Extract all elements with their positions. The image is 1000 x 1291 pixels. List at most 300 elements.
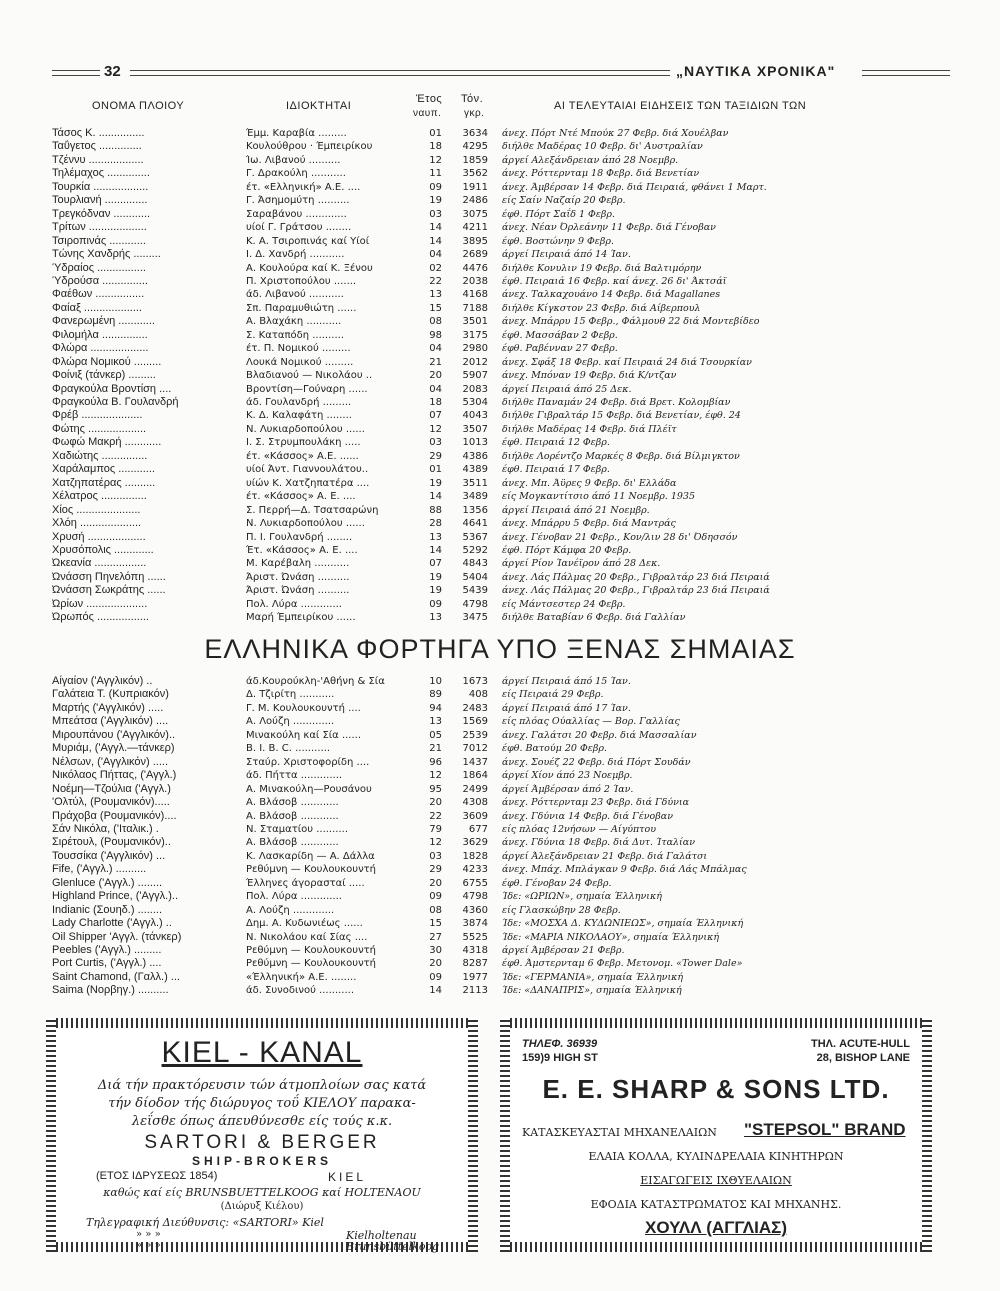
ship-name: Ύδραίος ................ <box>52 261 146 274</box>
ship-tons: 3609 <box>462 810 488 822</box>
ship-year: 03 <box>429 208 442 220</box>
ship-year: 14 <box>429 222 442 234</box>
ad-kiel-company: SARTORI & BERGER <box>144 1132 380 1153</box>
ship-tons: 1437 <box>462 756 488 768</box>
ship-name: Γαλάτεια Τ. (Κυπριακόν) <box>52 688 169 701</box>
ship-name: Saima (Νορβηγ.) .......... <box>52 984 169 997</box>
ship-tons: 4389 <box>462 464 488 476</box>
ship-name: Saint Chamond, (Γαλλ.) ... <box>52 970 180 983</box>
ad-sharp-address-left: 159)9 HIGH ST <box>522 1052 598 1064</box>
ship-year: 09 <box>429 891 442 903</box>
ad-kiel-line3: λεΐσθε όπως άπευθύνεσθε είς τούς κ.κ. <box>131 1114 393 1129</box>
ship-tons: 1859 <box>462 154 488 166</box>
ship-year: 08 <box>429 904 442 916</box>
ship-owner: Κ. Λασκαρίδη — Α. Δάλλα <box>246 850 375 862</box>
ship-news: έφθ. Πόρτ Σαΐδ 1 Φεβρ. <box>502 208 616 220</box>
ship-name: Glenluce ('Αγγλ.) ........ <box>52 876 163 889</box>
ship-news: έφθ. Πειραιά 17 Φεβρ. <box>502 464 610 476</box>
ship-name: Ώρωπός ................. <box>52 611 149 624</box>
ship-year: 13 <box>429 289 442 301</box>
ship-tons: 5439 <box>462 585 488 597</box>
ship-name: Φλώρα Νομικού ......... <box>52 355 162 368</box>
ship-owner: Γ. Άσημομύτη .......... <box>246 195 350 207</box>
ship-owner: έτ. «Κάσσος» Α. Ε. .... <box>246 491 356 503</box>
ship-year: 29 <box>429 864 442 876</box>
ship-news: διήλθε Βαταβίαν 6 Φεβρ. διά Γαλλίαν <box>502 612 686 624</box>
ship-news: Ίδε: «ΜΑΡΙΑ ΝΙΚΟΛΑΟΥ», σημαία Έλληνική <box>502 931 720 943</box>
ship-year: 07 <box>429 410 442 422</box>
ad-sharp-address-right: 28, BISHOP LANE <box>816 1052 910 1064</box>
ship-owner: Α. Βλάσοβ ............ <box>246 837 339 849</box>
ship-news: άνεχ. Μπ. Άϋρες 9 Φεβρ. δι' Ελλάδα <box>502 477 677 489</box>
ship-year: 10 <box>429 676 442 687</box>
ad-kiel-ditto-2: » » » <box>136 1240 161 1251</box>
ship-news: άνεχ. Γαλάτσι 20 Φεβρ. διά Μασσαλίαν <box>502 729 697 741</box>
ship-news: είς Μάντσεστερ 24 Φεβρ. <box>502 598 626 610</box>
ship-name: Ώκεανία ................. <box>52 557 147 570</box>
ship-tons: 1356 <box>462 504 488 516</box>
ship-name: Port Curtis, ('Αγγλ.) .... <box>52 957 162 970</box>
ship-name: Τηλέμαχος .............. <box>52 167 150 180</box>
ad-sharp-line2: ΕΛΑΙΑ ΚΟΛΛΑ, ΚΥΛΙΝΔΡΕΛΑΙΑ ΚΙΝΗΤΗΡΩΝ <box>588 1150 844 1163</box>
ship-year: 12 <box>429 154 442 166</box>
ship-year: 18 <box>429 141 442 153</box>
ship-year: 28 <box>429 518 442 530</box>
ship-owner: έτ. «Ελληνική» Α.Ε. .... <box>246 181 361 193</box>
ship-tons: 4386 <box>462 450 488 462</box>
ship-year: 12 <box>429 423 442 435</box>
ad-kiel-tel3: Brunsbüttelkoog <box>346 1240 440 1253</box>
column-head-news: ΑΙ ΤΕΛΕΥΤΑΙΑΙ ΕΙΔΗΣΕΙΣ ΤΩΝ ΤΑΞΙΔΙΩΝ ΤΩΝ <box>554 100 807 112</box>
ship-owner: Κ. Α. Τσιροπινάς καί Υίοί <box>246 235 370 247</box>
ship-tons: 4843 <box>462 558 488 570</box>
ship-name: Φραγκούλα Βροντίση .... <box>52 382 172 395</box>
ship-name: Νικόλαος Πήττας, ('Αγγλ.) <box>52 769 177 782</box>
ship-news: Ίδε: «ΜΟΣΧΑ Δ. ΚΥΔΩΝΙΕΩΣ», σημαία Έλληνική <box>502 918 744 930</box>
ad-border-left <box>500 1018 510 1252</box>
ship-tons: 4168 <box>462 289 488 301</box>
ship-name: Φαέθων ................ <box>52 288 145 301</box>
ship-owner: Ν. Λυκιαρδοπούλου ...... <box>246 518 365 530</box>
ship-tons: 5525 <box>462 931 488 943</box>
ship-tons: 3562 <box>462 168 488 180</box>
ship-name: Ώνάσση Σωκράτης ...... <box>52 584 166 597</box>
ship-owner: Β. Ι. Β. C. ........... <box>246 743 331 755</box>
ship-name: Τάσος Κ. ............... <box>52 127 145 139</box>
ship-tons: 1828 <box>462 850 488 862</box>
ship-owner: Δημ. Α. Κυδωνιέως ...... <box>246 918 363 930</box>
ship-year: 21 <box>429 356 442 368</box>
ship-owner: Ι. Σ. Στρυμπουλάκη ..... <box>246 437 361 449</box>
ship-tons: 5404 <box>462 571 488 583</box>
ship-owner: Άριστ. Ώνάση .......... <box>246 585 350 597</box>
ship-tons: 3489 <box>462 491 488 503</box>
ship-tons: 8287 <box>462 958 488 970</box>
ship-year: 96 <box>429 756 442 768</box>
ship-name: Τουρκία .................. <box>52 180 149 193</box>
ship-news: έφθ. Ραβένναν 27 Φεβρ. <box>502 343 618 355</box>
ship-owner: υίών Κ. Χατζηπατέρα .... <box>246 477 370 489</box>
ship-news: άνεχ. Μπάχ. Μπλάγκαν 9 Φεβρ. διά Λάς Μπάλμας <box>502 864 747 876</box>
ship-year: 05 <box>429 729 442 741</box>
ship-tons: 2980 <box>462 343 488 355</box>
ship-tons: 2483 <box>462 702 488 714</box>
ship-year: 29 <box>429 450 442 462</box>
ship-year: 14 <box>429 985 442 997</box>
ship-news: άνεχ. Γδύνια 14 Φεβρ. διά Γένοβαν <box>502 810 673 822</box>
ship-tons: 1911 <box>462 181 488 193</box>
ship-news: διήλθε Μαδέρας 10 Φεβρ. δι' Αυστραλίαν <box>502 141 703 153</box>
ship-year: 22 <box>429 275 442 287</box>
ship-owner: Ρεθύμνη — Κουλουκουντή <box>246 945 377 956</box>
ship-owner: Δ. Τζιρίτη ........... <box>246 689 335 701</box>
ship-tons: 3629 <box>462 837 488 849</box>
ad-sharp-and-sons <box>500 1018 932 1252</box>
ad-kiel-title: KIEL - KANAL <box>161 1036 363 1069</box>
ship-tons: 3501 <box>462 316 488 328</box>
ship-news: έφθ. Βατούμ 20 Φεβρ. <box>502 743 607 755</box>
ship-year: 79 <box>429 823 442 835</box>
ship-owner: άδ. Λιβανού ........... <box>246 289 344 301</box>
ship-owner: Γ. Δρακούλη ........... <box>246 168 346 180</box>
ship-news: έφθ. Πειραιά 12 Φεβρ. <box>502 437 610 449</box>
ship-news: άνεχ. Άμβέρσαν 14 Φεβρ. διά Πειραιά, φθάνει 1 Μαρτ. <box>502 181 767 193</box>
ship-year: 20 <box>429 797 442 809</box>
ship-news: άνεχ. Λάς Πάλμας 20 Φεβρ., Γιβραλτάρ 23 διά Πειραιά <box>502 585 770 597</box>
ship-year: 95 <box>429 783 442 795</box>
ship-name: Χλόη .................... <box>52 517 142 530</box>
ship-owner: Μαρή Έμπειρίκου ...... <box>246 612 356 624</box>
ship-news: άργεί Ρίον Ίανέϊρον άπό 28 Δεκ. <box>502 558 661 570</box>
ship-name: Τουσσίκα ('Αγγλικόν) ... <box>52 849 166 862</box>
ship-tons: 4308 <box>462 797 488 809</box>
ship-year: 09 <box>429 181 442 193</box>
ship-tons: 1013 <box>462 437 488 449</box>
ship-year: 13 <box>429 531 442 543</box>
ship-news: διήλθε Παναμάν 24 Φεβρ. διά Βρετ. Κολομβίαν <box>502 397 731 408</box>
ship-name: Μαρτής ('Αγγλικόν) ..... <box>52 701 164 714</box>
ship-news: διήλθε Κονυλιν 19 Φεβρ. διά Βαλτιμόρην <box>502 262 702 274</box>
ship-tons: 2689 <box>462 249 488 261</box>
ship-year: 03 <box>429 437 442 449</box>
ship-tons: 1864 <box>462 770 488 782</box>
ship-news: άνεχ. Νέαν Όρλεάνην 11 Φεβρ. διά Γένοβαν <box>502 222 716 234</box>
ship-owner: έτ. Π. Νομικού ......... <box>246 343 351 355</box>
ship-owner: Ν. Νικολάου καί Σίας .... <box>246 931 368 943</box>
ship-news: έφθ. Άμστερνταμ 6 Φεβρ. Μετονομ. «Tower Dale» <box>502 958 743 970</box>
ship-year: 11 <box>429 168 442 180</box>
ship-tons: 5292 <box>462 544 488 556</box>
ad-border-top <box>46 1018 478 1028</box>
ship-year: 04 <box>429 343 442 355</box>
ship-name: Χαδιώτης ............... <box>52 449 148 462</box>
ship-owner: Π. Χριστοπούλου ....... <box>246 275 357 287</box>
ship-name: Φοίνιξ (τάνκερ) ......... <box>52 369 156 382</box>
ship-tons: 2539 <box>462 729 488 741</box>
ship-year: 15 <box>429 302 442 314</box>
ship-news: Ίδε: «ΩΡΙΩΝ», σημαία Έλληνική <box>502 891 662 903</box>
ship-tons: 3511 <box>462 477 488 489</box>
ship-owner: Μ. Καρέβαλη ........... <box>246 558 350 570</box>
running-title: „ΝΑΥΤΙΚΑ ΧΡΟΝΙΚΑ" <box>676 63 836 79</box>
ship-news: άργεί Πειραιά άπό 15 Ίαν. <box>502 676 631 687</box>
ship-name: Σάν Νικόλα, ('Ιταλικ.) . <box>52 822 159 835</box>
ship-news: Ίδε: «ΔΑΝΑΠΡΙΣ», σημαία Έλληνική <box>502 985 682 997</box>
ship-tons: 1977 <box>462 971 488 983</box>
ship-owner: Σταύρ. Χριστοφορίδη .... <box>246 756 370 768</box>
section-title: ΕΛΛΗΝΙΚΑ ΦΟΡΤΗΓΑ ΥΠΟ ΞΕΝΑΣ ΣΗΜΑΙΑΣ <box>204 634 796 664</box>
ship-name: Ώνάσση Πηνελόπη ...... <box>52 570 166 583</box>
ship-news: άργεί Άλεξάνδρειαν 21 Φεβρ. διά Γαλάτσι <box>502 850 708 862</box>
column-head-year-sub: ναυπ. <box>413 108 442 119</box>
ship-owner: Βλαδιανού — Νικολάου .. <box>246 370 373 382</box>
ship-year: 14 <box>429 235 442 247</box>
column-head-name: ΟΝΟΜΑ ΠΛΟΙΟΥ <box>92 100 185 112</box>
ship-news: διήλθε Μαδέρας 14 Φεβρ. διά Πλέϊτ <box>502 423 677 435</box>
ship-owner: Ν. Λυκιαρδοπούλου ...... <box>246 423 365 435</box>
ship-tons: 4295 <box>462 141 488 153</box>
ad-border-top <box>500 1018 932 1028</box>
ship-news: άνεχ. Πόρτ Ντέ Μπούκ 27 Φεβρ. διά Χουέλβαν <box>502 128 729 139</box>
ship-news: είς Μογκαντίτσιο άπό 11 Νοεμβρ. 1935 <box>502 491 695 503</box>
ad-sharp-phone: ΤΗΛΕΦ. 36939 <box>522 1038 598 1050</box>
ship-name: Τσιροπινάς ............ <box>52 234 146 247</box>
ad-kiel-branches: καθώς καί είς BRUNSBUETTELKOOG καί HOLTENAOU <box>103 1186 421 1199</box>
ship-news: άνεχ. Ρόττερνταμ 18 Φεβρ. διά Βενετίαν <box>502 168 700 180</box>
ship-news: έφθ. Πόρτ Κάμφα 20 Φεβρ. <box>502 544 632 556</box>
ship-tons: 2038 <box>462 275 488 287</box>
ship-year: 09 <box>429 598 442 610</box>
ad-sharp-line3: ΕΙΣΑΓΩΓΕΙΣ ΙΧΘΥΕΛΑΙΩΝ <box>640 1174 792 1187</box>
ship-year: 04 <box>429 383 442 395</box>
ship-name: Νέλσων, ('Αγγλικόν) ..... <box>52 755 168 768</box>
ship-owner: άδ. Γουλανδρή ......... <box>246 397 352 408</box>
column-head-owners: ΙΔΙΟΚΤΗΤΑΙ <box>286 100 352 112</box>
ship-tons: 3507 <box>462 423 488 435</box>
ship-name: Φώτης ................... <box>52 422 147 435</box>
ship-owner: Έτ. «Κάσσος» Α. Ε. .... <box>246 544 358 556</box>
ship-year: 30 <box>429 945 442 956</box>
ship-news: άργεί Πειραιά άπό 14 Ίαν. <box>502 249 631 261</box>
ad-kiel-line1: Διά τήν πρακτόρευσιν τών άτμοπλοίων σας κατά <box>97 1078 427 1093</box>
ship-name: Peebles ('Αγγλ.) ......... <box>52 944 162 956</box>
ship-tons: 2499 <box>462 783 488 795</box>
ship-name: Φραγκούλα Β. Γουλανδρή <box>52 396 179 408</box>
ship-owner: Α. Βλάσοβ ............ <box>246 810 339 822</box>
header-rule-middle <box>130 70 670 76</box>
ship-owner: έτ. «Κάσσος» Α.Ε. ...... <box>246 450 359 462</box>
ship-news: Ίδε: «ΓΕΡΜΑΝΙΑ», σημαία Έλληνική <box>502 971 684 983</box>
ship-year: 14 <box>429 544 442 556</box>
ship-year: 13 <box>429 716 442 728</box>
ship-owner: Ι. Δ. Χανδρή ........... <box>246 249 345 261</box>
ship-news: άνεχ. Σφάξ 18 Φεβρ. καί Πειραιά 24 διά Τσουρκίαν <box>502 356 752 368</box>
ship-name: Indianic (Σουηδ.) ........ <box>52 903 163 916</box>
ad-border-bottom <box>500 1242 932 1252</box>
ship-tons: 1673 <box>462 676 488 687</box>
ship-owner: υίοί Γ. Γράτσου ........ <box>246 222 352 234</box>
ship-year: 03 <box>429 850 442 862</box>
ship-news: άνεχ. Γδύνια 18 Φεβρ. διά Δυτ. Ίταλίαν <box>502 837 695 849</box>
ship-tons: 3634 <box>462 128 488 139</box>
ship-name: Χέλατρος ............... <box>52 490 147 503</box>
ad-kiel-telegraph: Τηλεγραφική Διεύθυνσις: «SARTORI» Kiel <box>86 1216 324 1229</box>
ship-owner: «Έλληνική» Α.Ε. ........ <box>246 971 357 983</box>
ship-year: 20 <box>429 370 442 382</box>
ship-year: 27 <box>429 931 442 943</box>
ship-name: Ταΰγετος .............. <box>52 140 142 153</box>
ship-name: Τρίτων ................... <box>52 221 147 234</box>
ship-owner: Ρεθύμνη — Κουλουκουντή <box>246 864 377 876</box>
ship-news: άργεί Άμβέρσαν 21 Φεβρ. <box>502 945 625 956</box>
ship-name: Ώρίων .................... <box>52 597 148 610</box>
ship-year: 22 <box>429 810 442 822</box>
ship-news: άργεί Πειραιά άπό 17 Ίαν. <box>502 702 631 714</box>
ship-year: 20 <box>429 877 442 889</box>
ship-owner: Άριστ. Ώνάση .......... <box>246 571 350 583</box>
ship-year: 18 <box>429 397 442 408</box>
ship-owner: Λουκά Νομικού ......... <box>246 356 354 368</box>
ship-tons: 2486 <box>462 195 488 207</box>
ship-name: Χίος ..................... <box>52 503 141 516</box>
ship-owner: Σ. Καταπόδη .......... <box>246 329 344 341</box>
ship-name: Χρυσόπολις ............. <box>52 543 154 556</box>
ship-owner: Έλληνες άγορασταί ..... <box>246 877 365 889</box>
ship-tons: 2083 <box>462 383 488 395</box>
ship-tons: 4476 <box>462 262 488 274</box>
ship-news: άργεί Άμβέρσαν άπό 2 Ίαν. <box>502 783 634 795</box>
ship-news: έφθ. Βοστώνην 9 Φεβρ. <box>502 235 615 247</box>
ship-name: Φρέβ .................... <box>52 409 143 422</box>
ad-sharp-line4: ΕΦΟΔΙΑ ΚΑΤΑΣΤΡΩΜΑΤΟΣ ΚΑΙ ΜΗΧΑΝΗΣ. <box>590 1198 842 1211</box>
ship-news: άργεί Χίον άπό 23 Νοεμβρ. <box>502 770 633 782</box>
ship-news: άνεχ. Γένοβαν 21 Φεβρ., Κον/λιν 28 δι' Όδησσόν <box>502 531 738 543</box>
ship-news: άνεχ. Ρόττερνταμ 23 Φεβρ. διά Γδύνια <box>502 797 690 809</box>
ship-name: Τώνης Χανδρής ......... <box>52 248 161 261</box>
ship-year: 89 <box>429 689 442 701</box>
ship-tons: 4233 <box>462 864 488 876</box>
ship-news: άνεχ. Μπάρρυ 5 Φεβρ. διά Μαντράς <box>502 518 676 530</box>
ship-owner: Πολ. Λύρα ............. <box>246 891 342 903</box>
ship-owner: Γ. Μ. Κουλουκουντή .... <box>246 702 361 714</box>
ship-news: είς πλόας Ούαλλίας — Βορ. Γαλλίας <box>502 716 680 728</box>
ship-year: 01 <box>429 464 442 476</box>
ad-kiel-subtitle: SHIP-BROKERS <box>191 1154 332 1168</box>
ship-tons: 3475 <box>462 612 488 624</box>
ship-year: 98 <box>429 329 442 341</box>
ship-tons: 5367 <box>462 531 488 543</box>
ship-name: Φανερωμένη ............ <box>52 315 155 328</box>
ship-tons: 408 <box>468 689 488 701</box>
ship-name: 'Ολτύλ, (Ρουμανικόν)..... <box>52 796 170 809</box>
ship-news: διήλθε Λορέντζο Μαρκές 8 Φεβρ. διά Βίλμιγκτον <box>502 450 740 462</box>
ship-owner: Α. Μινακούλη—Ρουσάνου <box>246 783 372 795</box>
ship-year: 07 <box>429 558 442 570</box>
ad-sharp-line1: ΚΑΤΑΣΚΕΥΑΣΤΑΙ ΜΗΧΑΝΕΛΑΙΩΝ <box>522 1126 717 1139</box>
ship-tons: 2012 <box>462 356 488 368</box>
ship-tons: 4641 <box>462 518 488 530</box>
ship-news: έφθ. Πειραιά 16 Φεβρ. καί άνεχ. 26 δι' Άκτσάϊ <box>502 275 727 287</box>
ship-name: Τρεγκόδναν ............ <box>52 207 151 220</box>
ship-news: είς Γλασκώβην 28 Φεβρ. <box>502 904 621 916</box>
ship-tons: 3175 <box>462 329 488 341</box>
ship-tons: 4211 <box>462 222 488 234</box>
ship-tons: 3874 <box>462 918 488 930</box>
page-number: 32 <box>104 63 121 80</box>
ship-owner: Πολ. Λύρα ............. <box>246 598 342 610</box>
ship-year: 12 <box>429 837 442 849</box>
ship-year: 12 <box>429 770 442 782</box>
column-head-tons: Τόν. <box>461 93 484 105</box>
ship-year: 94 <box>429 702 442 714</box>
ship-owner: Μινακούλη καί Σία ...... <box>246 729 362 741</box>
ship-tons: 5304 <box>462 397 488 408</box>
ship-owner: άδ. Συνοδινού ........... <box>246 985 355 997</box>
ship-owner: Α. Βλάσοβ ............ <box>246 797 339 809</box>
ship-year: 13 <box>429 612 442 624</box>
ship-name: Μπεάτσα ('Αγγλικόν) .... <box>52 715 169 728</box>
ship-tons: 4318 <box>462 945 488 956</box>
ship-year: 09 <box>429 971 442 983</box>
ship-news: άνεχ. Σουέζ 22 Φεβρ. διά Πόρτ Σουδάν <box>502 756 691 768</box>
ship-name: Highland Prince, ('Αγγλ.).. <box>52 890 179 903</box>
ship-tons: 3075 <box>462 208 488 220</box>
ship-tons: 4798 <box>462 891 488 903</box>
ship-name: Φιλομήλα ............... <box>52 328 148 341</box>
ship-name: Φλώρα ................... <box>52 342 149 355</box>
ship-tons: 4360 <box>462 904 488 916</box>
header-rule-right <box>862 70 950 76</box>
ship-tons: 1569 <box>462 716 488 728</box>
ship-name: Αίγαίον ('Αγγλικόν) .. <box>52 675 153 687</box>
ship-tons: 4043 <box>462 410 488 422</box>
ship-name: Τουρλιανή .............. <box>52 194 148 207</box>
column-head-year: Έτος <box>416 93 443 105</box>
ship-year: 21 <box>429 743 442 755</box>
ship-name: Ύδρούσα ............... <box>52 274 148 287</box>
ship-name: Χρυσή ................... <box>52 530 146 543</box>
ship-owner: Ίω. Λιβανού .......... <box>246 154 341 166</box>
ship-tons: 2113 <box>462 985 488 997</box>
ship-name: Lady Charlotte ('Αγγλ.) .. <box>52 917 172 930</box>
ship-name: Μιρουπάνου ('Αγγλικόν).. <box>52 728 176 741</box>
ship-year: 01 <box>429 128 442 139</box>
ship-news: έφθ. Γένοβαν 24 Φεβρ. <box>502 877 612 889</box>
ship-tons: 7012 <box>462 743 488 755</box>
ship-owner: Ρεθύμνη — Κουλουκουντή <box>246 958 377 970</box>
ship-tons: 3895 <box>462 235 488 247</box>
ad-sharp-tel: ΤΗΛ. ACUTE-HULL <box>811 1038 910 1050</box>
ship-owner: Α. Λούζη ............. <box>246 904 335 916</box>
ship-news: άνεχ. Ταλκαχουάνο 14 Φεβρ. διά Magallanes <box>502 289 721 301</box>
ship-news: άνεχ. Μπάρρυ 15 Φεβρ., Φάλμουθ 22 διά Μοντεβίδεο <box>502 316 760 328</box>
ship-news: διήλθε Γιβραλτάρ 15 Φεβρ. διά Βενετίαν, έφθ. 24 <box>502 410 741 422</box>
ship-year: 20 <box>429 958 442 970</box>
ship-news: άργεί Πειραιά άπό 25 Δεκ. <box>502 383 632 395</box>
column-head-tons-sub: γκρ. <box>464 108 485 119</box>
ship-tons: 677 <box>468 823 488 835</box>
ship-name: Πράχοβα (Ρουμανικόν).... <box>52 809 177 822</box>
ship-owner: Π. Ι. Γουλανδρή ........ <box>246 531 353 543</box>
ship-news: είς πλόας 12νήσων — Αίγύπτου <box>502 823 657 835</box>
ad-border-right <box>922 1018 932 1252</box>
ship-name: Σιρέτουλ, (Ρουμανικόν).. <box>52 836 171 849</box>
ship-news: άργεί Πειραιά άπό 21 Νοεμβρ. <box>502 504 650 516</box>
ship-tons: 4798 <box>462 598 488 610</box>
ship-name: Φαίαξ ................... <box>52 301 142 314</box>
ad-sharp-city: ΧΟΥΛΛ (ΑΓΓΛΙΑΣ) <box>644 1218 787 1237</box>
ad-kiel-via: (Διώρυξ Κιέλου) <box>220 1201 304 1212</box>
